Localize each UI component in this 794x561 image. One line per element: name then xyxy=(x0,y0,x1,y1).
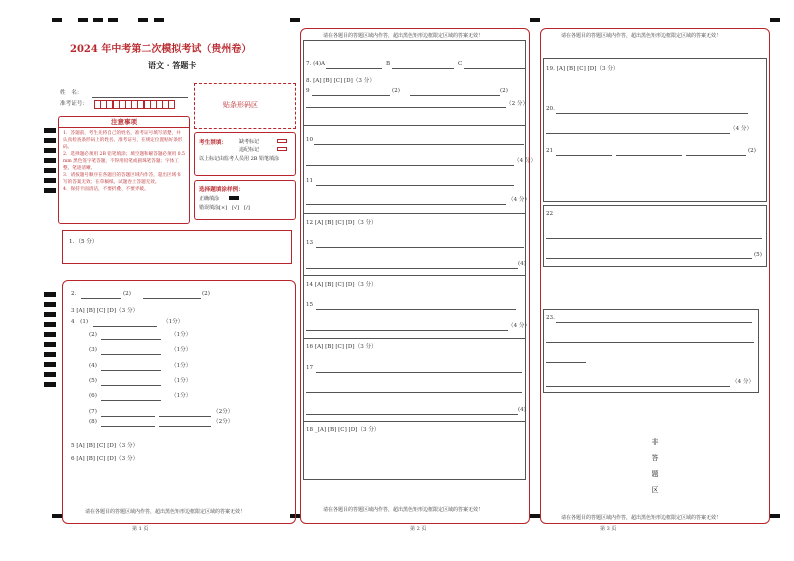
q21-line[interactable] xyxy=(686,155,746,156)
q17-line[interactable] xyxy=(306,414,518,415)
q9-line-2[interactable] xyxy=(410,95,500,96)
side-mark xyxy=(44,128,56,133)
notice-item: 3．请按题号顺序在各题目的答题区域内作答，超出区域书写的答案无效；在草稿纸、试题卷上答题无效。 xyxy=(63,173,181,185)
cheat-checkbox[interactable] xyxy=(277,147,287,151)
exam-id-cells[interactable] xyxy=(94,100,175,109)
notice-box xyxy=(58,116,190,224)
q2-part-2: (2) xyxy=(202,291,210,297)
q22-points: (5) xyxy=(754,252,762,258)
q4-item-line[interactable] xyxy=(101,339,161,340)
registration-mark xyxy=(138,18,148,22)
barcode-label: 贴条形码区 xyxy=(223,101,258,109)
q4-item-points: （1分） xyxy=(171,332,192,338)
page-title: 2024 年中考第二次模拟考试（贵州卷） xyxy=(70,44,252,55)
q13-points: (4) xyxy=(518,261,526,267)
non-answer-char: 非 xyxy=(651,438,659,446)
q15-points: （4 分） xyxy=(508,323,531,329)
q13-label: 13 xyxy=(306,240,314,246)
side-mark xyxy=(44,332,56,337)
registration-mark xyxy=(108,18,118,22)
registration-mark xyxy=(154,18,164,22)
absent-checkbox[interactable] xyxy=(277,139,287,143)
side-mark xyxy=(44,292,56,297)
q15-line[interactable] xyxy=(316,309,516,310)
q4-points: （1分） xyxy=(163,319,184,325)
notice-item: 1．答题前，考生先将自己的姓名，准考证号填写清楚，并认真检查条形码上的姓名、准考证号，在规定位置贴好条形码。 xyxy=(63,131,183,150)
fill-example-title: 选择题填涂样例： xyxy=(199,187,244,193)
barcode-area xyxy=(194,83,296,129)
notice-item: 2．选择题必须用 2B 铅笔填涂；填空题和解答题必须用 0.5 mm 黑色签字笔答题，不得用铅笔或圆珠笔答题；字体工整、笔迹清晰。 xyxy=(63,152,185,171)
notice-title: 注意事项 xyxy=(111,118,137,126)
q23-label: 23. xyxy=(546,315,555,321)
warning-text: 请在各题目的答题区域内作答，超出黑色矩形边框限定区域的答案无效！ xyxy=(323,507,484,513)
q21-label: 21 xyxy=(546,148,554,154)
q4-item-line[interactable] xyxy=(101,370,161,371)
non-answer-char: 题 xyxy=(651,470,659,478)
page-number: 第 3 页 xyxy=(600,526,617,532)
side-mark xyxy=(44,148,56,153)
registration-mark xyxy=(52,18,62,22)
q6-choices[interactable]: 6 [A] [B] [C] [D]（3 分） xyxy=(71,456,139,462)
q4-item-line[interactable] xyxy=(159,426,211,427)
q4-item-8: (8) xyxy=(89,419,97,425)
q20-line[interactable] xyxy=(546,133,730,134)
q21-line[interactable] xyxy=(556,155,612,156)
q4-item-4: (4) xyxy=(89,363,97,369)
q2-line-1[interactable] xyxy=(81,298,121,299)
registration-mark xyxy=(290,18,300,22)
q4-item-line[interactable] xyxy=(101,416,155,417)
q9-label: 9 xyxy=(306,88,310,94)
q21-line[interactable] xyxy=(616,155,682,156)
q10-line[interactable] xyxy=(314,144,524,145)
q23-line[interactable] xyxy=(546,386,730,387)
page-subtitle: 语文 · 答题卡 xyxy=(148,60,197,70)
page-number: 第 1 页 xyxy=(132,526,149,532)
q10-label: 10 xyxy=(306,137,314,143)
q4-item-points: （2分） xyxy=(213,409,234,415)
q17-line[interactable] xyxy=(306,392,522,393)
registration-mark xyxy=(530,18,540,22)
cheat-label: 违纪标记 xyxy=(239,147,260,153)
warning-text: 请在各题目的答题区域内作答，超出黑色矩形边框限定区域的答案无效！ xyxy=(561,33,722,39)
q10-points: （4 分） xyxy=(514,158,537,164)
side-mark xyxy=(44,382,56,387)
q4-item-points: （1分） xyxy=(171,378,192,384)
divider xyxy=(303,213,526,214)
q17-label: 17 xyxy=(306,365,314,371)
q11-line[interactable] xyxy=(316,185,514,186)
q4-line[interactable] xyxy=(93,326,157,327)
name-label: 姓 名： xyxy=(60,90,83,96)
q4-item-points: （2分） xyxy=(213,419,234,425)
q4-item-line[interactable] xyxy=(101,400,161,401)
absent-label: 缺考标记 xyxy=(239,139,260,145)
q4-item-6: (6) xyxy=(89,393,97,399)
q9-line-1[interactable] xyxy=(312,95,390,96)
wrong-fill-label: 错误填涂[×] [√] [/] xyxy=(199,205,250,211)
q21-points: (2) xyxy=(748,148,756,154)
q11-line[interactable] xyxy=(306,204,506,205)
divider xyxy=(303,275,526,276)
q4-item-7: (7) xyxy=(89,409,97,415)
q4-item-line[interactable] xyxy=(101,426,155,427)
q17-line[interactable] xyxy=(316,372,522,373)
divider xyxy=(303,125,526,126)
q9-part-2: (2) xyxy=(500,88,508,94)
q22-label: 22 xyxy=(546,211,554,217)
registration-mark xyxy=(770,18,780,22)
q15-label: 15 xyxy=(306,302,314,308)
q7-part-a: 7. (4)A xyxy=(306,61,326,67)
q16-choices[interactable]: 16 [A] [B] [C] [D]（3 分） xyxy=(306,344,377,350)
page1-answer-box xyxy=(62,280,296,524)
q5-choices[interactable]: 5 [A] [B] [C] [D]（3 分） xyxy=(71,443,139,449)
side-mark xyxy=(44,372,56,377)
q9-line-3[interactable] xyxy=(306,107,506,108)
non-answer-area xyxy=(648,434,662,498)
q1-answer-box[interactable] xyxy=(62,230,292,264)
q4-item-points: （1分） xyxy=(171,363,192,369)
q9-part-1: (2) xyxy=(392,88,400,94)
fill-example-box xyxy=(194,180,296,220)
registration-mark xyxy=(770,514,780,518)
q10-line[interactable] xyxy=(306,165,514,166)
correct-fill-label: 正确填涂 xyxy=(199,196,220,202)
q18-choices[interactable]: 18 _[A] [B] [C] [D]（3 分） xyxy=(306,427,380,433)
q12-choices[interactable]: 12 [A] [B] [C] [D]（3 分） xyxy=(306,220,377,226)
q23-line[interactable] xyxy=(546,362,586,363)
page-number: 第 2 页 xyxy=(410,526,427,532)
side-mark xyxy=(44,138,56,143)
q11-label: 11 xyxy=(306,178,314,184)
q11-points: （4 分） xyxy=(508,197,531,203)
q22-line[interactable] xyxy=(546,258,752,259)
q4-item-line[interactable] xyxy=(101,354,161,355)
q4-item-3: (3) xyxy=(89,347,97,353)
side-mark xyxy=(44,302,56,307)
non-answer-char: 答 xyxy=(651,454,659,462)
q2-label: 2． xyxy=(71,291,81,297)
q7-line-a[interactable] xyxy=(326,68,382,69)
q1-label: 1．（5 分） xyxy=(69,239,98,245)
q8-choices[interactable]: 8. [A] [B] [C] [D]（3 分） xyxy=(306,78,375,84)
q20-points: （4 分） xyxy=(730,126,753,132)
q4-label: 4 (1) xyxy=(71,319,89,325)
q2-part-1: (2) xyxy=(123,291,131,297)
side-mark xyxy=(44,158,56,163)
status-note: 以上标记由监考人员用 2B 铅笔填涂 xyxy=(199,156,280,162)
registration-mark xyxy=(52,514,62,518)
correct-fill-sample xyxy=(229,196,239,200)
q7-part-c: C xyxy=(458,61,463,67)
q13-line[interactable] xyxy=(306,268,518,269)
q17-points: (4) xyxy=(518,407,526,413)
warning-text: 请在各题目的答题区域内作答，超出黑色矩形边框限定区域的答案无效！ xyxy=(323,33,484,39)
q4-item-points: （1分） xyxy=(171,393,192,399)
q13-line[interactable] xyxy=(316,247,524,248)
warning-text: 请在各题目的答题区域内作答，超出黑色矩形边框限定区域的答案无效！ xyxy=(85,509,246,515)
q7-part-b: B xyxy=(386,61,391,67)
q4-item-points: （1分） xyxy=(171,347,192,353)
q4-item-line[interactable] xyxy=(101,385,161,386)
q15-line[interactable] xyxy=(306,330,508,331)
side-mark xyxy=(44,322,56,327)
side-mark xyxy=(44,178,56,183)
status-label: 考生禁填： xyxy=(199,140,227,146)
name-input-line[interactable] xyxy=(92,97,188,98)
q3-choices[interactable]: 3 [A] [B] [C] [D]（3 分） xyxy=(71,308,139,314)
exam-id-label: 准考证号： xyxy=(60,101,88,107)
q20-label: 20. xyxy=(546,106,555,112)
q7-line-c[interactable] xyxy=(464,68,526,69)
q23-line[interactable] xyxy=(556,322,752,323)
q4-item-2: (2) xyxy=(89,332,97,338)
divider xyxy=(303,338,526,339)
status-box xyxy=(194,132,296,176)
side-mark xyxy=(44,342,56,347)
q4-item-line[interactable] xyxy=(159,416,211,417)
side-mark xyxy=(44,168,56,173)
q4-item-5: (5) xyxy=(89,378,97,384)
q9-points: （2 分） xyxy=(506,101,529,107)
q7-line-b[interactable] xyxy=(392,68,454,69)
side-mark xyxy=(44,362,56,367)
q22-line[interactable] xyxy=(546,238,762,239)
q2-line-2[interactable] xyxy=(143,298,201,299)
notice-list xyxy=(59,128,189,193)
non-answer-char: 区 xyxy=(651,486,659,494)
q23-points: （4 分） xyxy=(732,379,755,385)
notice-item: 4．保持卡面清洁，不要折叠、不要弄破。 xyxy=(63,187,149,192)
registration-mark xyxy=(530,514,540,518)
side-mark xyxy=(44,188,56,193)
q20-line[interactable] xyxy=(556,113,748,114)
divider xyxy=(303,421,526,422)
q14-choices[interactable]: 14 [A] [B] [C] [D]（3 分） xyxy=(306,282,377,288)
q23-line[interactable] xyxy=(546,342,754,343)
registration-mark xyxy=(93,18,103,22)
side-mark xyxy=(44,352,56,357)
registration-mark xyxy=(78,18,88,22)
q19-choices[interactable]: 19. [A] [B] [C] [D]（3 分） xyxy=(546,66,619,72)
side-mark xyxy=(44,312,56,317)
warning-text: 请在各题目的答题区域内作答，超出黑色矩形边框限定区域的答案无效！ xyxy=(561,515,722,521)
